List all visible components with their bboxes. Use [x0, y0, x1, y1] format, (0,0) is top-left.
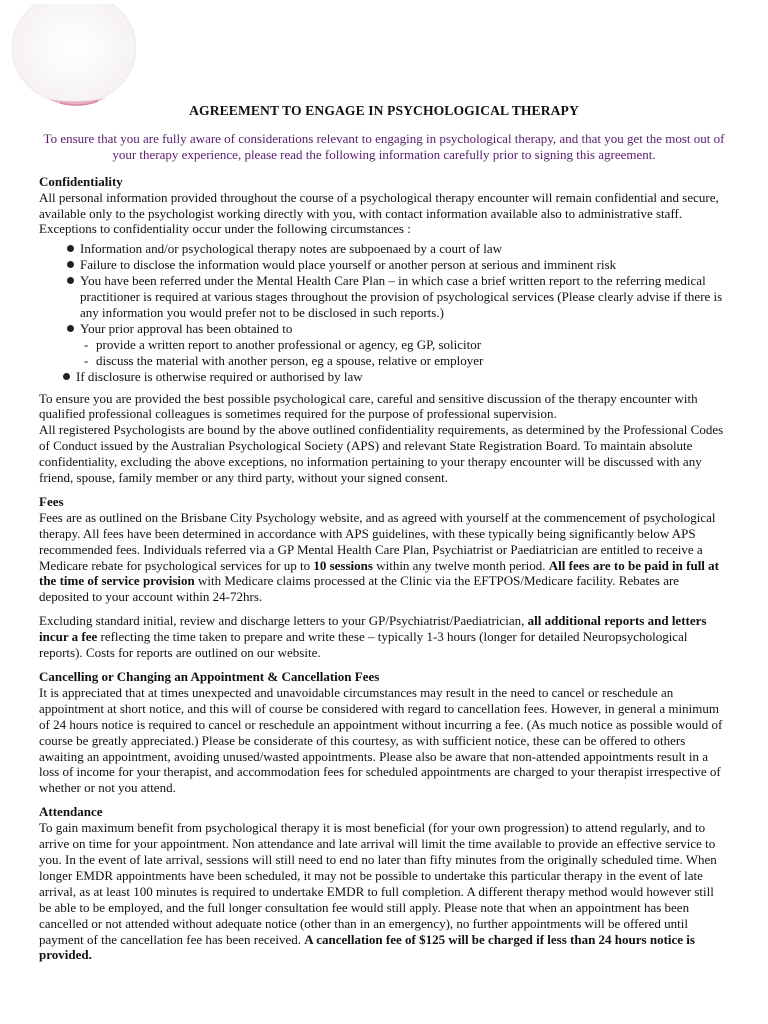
attendance-section	[39, 804, 729, 963]
list-item: If disclosure is otherwise required or authorised by law	[63, 369, 729, 385]
attendance-paragraph: To gain maximum benefit from psychological therapy it is most beneficial (for your own progression) to attend regularly, and to arrive on time for your appointment. Non attendance and late arrival will limit the time available to provide an effective service to you. In the event of late arrival, sessions will still need to end no later than fifty minutes from the originally scheduled time. When longer EMDR appointments have been scheduled, it may not be possible to undertake this particular therapy in the event of late arrival, as at least 100 minutes is required to undertake EMDR to full completion. A different therapy method would however still be able to be employed, and the full longer consultation fee would still apply. Please note that when an appointment has been cancelled or not attended without adequate notice (other than in an emergency), no further appointments will be offered until payment of the cancellation fee has been received. A cancellation fee of $125 will be charged if less than 24 hours notice is provided.	[39, 820, 717, 963]
prior-approval-sublist	[80, 337, 729, 369]
confidentiality-exceptions-list	[39, 241, 729, 384]
sub-list-item: - provide a written report to another professional or agency, eg GP, solicitor	[84, 336, 482, 352]
bullet-icon	[67, 261, 74, 268]
clinic-logo-icon	[8, 4, 136, 112]
confidentiality-heading: Confidentiality	[39, 173, 123, 189]
fees-heading: Fees	[39, 493, 64, 509]
list-item: Failure to disclose the information would place yourself or another person at serious and imminent risk	[67, 257, 729, 273]
attendance-heading: Attendance	[39, 804, 103, 820]
list-item: Information and/or psychological therapy notes are subpoenaed by a court of law	[67, 241, 729, 257]
bullet-icon	[63, 373, 70, 380]
list-item: You have been referred under the Mental Health Care Plan – in which case a brief written report to the referring medical practitioner is required at various stages throughout the provision of psychological services (Please clearly advise if there is any information you would prefer not to be disclosed in such reports.)	[67, 273, 729, 321]
dash-icon: -	[84, 352, 89, 368]
fees-paragraph-2: Excluding standard initial, review and discharge letters to your GP/Psychiatrist/Paediatrician, all additional reports and letters incur a fee reflecting the time taken to prepare and write these – typically 1-3 hours (longer for detailed Neuropsychological reports). Costs for reports are outlined on our website.	[39, 613, 707, 661]
intro-text: To ensure that you are fully aware of considerations relevant to engaging in psychological therapy, and that you get the most out of your therapy experience, please read the following information carefully prior to signing this agreement.	[43, 130, 725, 162]
confidentiality-paragraph-2: To ensure you are provided the best possible psychological care, careful and sensitive discussion of the therapy encounter with qualified professional colleagues is sometimes required for the purpose of professional supervision.	[39, 390, 698, 422]
fees-section	[39, 494, 729, 661]
confidentiality-paragraph-3: All registered Psychologists are bound by the above outlined confidentiality requirements, as determined by the Professional Codes of Conduct issued by the Australian Psychological Society (APS) and relevant State Registration Board. To maintain absolute confidentiality, excluding the above exceptions, no information pertaining to your therapy encounter will be discussed with any friend, spouse, family member or any third party, without your signed consent.	[39, 422, 724, 486]
sub-list-item: - discuss the material with another person, eg a spouse, relative or employer	[84, 352, 484, 368]
list-item: Your prior approval has been obtained to - provide a written report to another professional or agency, eg GP, solicitor - discuss the material with another person, eg a spouse, relative or employer	[67, 321, 729, 369]
bullet-icon	[67, 325, 74, 332]
cancellation-heading: Cancelling or Changing an Appointment & Cancellation Fees	[39, 669, 380, 684]
cancellation-paragraph: It is appreciated that at times unexpected and unavoidable circumstances may result in the need to cancel or reschedule an appointment at short notice, and this will of course be considered with regard to cancellation fees. However, in general a minimum of 24 hours notice is required to cancel or reschedule an appointment without incurring a fee. (As much notice as possible would of course be greatly appreciated.) Please be considerate of this courtesy, as with sufficient notice, these can be offered to others awaiting an appointment, avoiding unused/wasted appointments. Please also be aware that non-attended appointments result in a loss of income for your therapist, and accommodation fees for scheduled appointments are charged to your therapist irrespective of whether or not you attend.	[39, 684, 723, 796]
fees-paragraph-1: Fees are as outlined on the Brisbane City Psychology website, and as agreed with yourself at the commencement of psychological therapy. All fees have been determined in accordance with APS guidelines, with these typically being significantly below APS recommended fees. Individuals referred via a GP Mental Health Care Plan, Psychiatrist or Paediatrician are entitled to receive a Medicare rebate for psychological services for up to 10 sessions within any twelve month period. All fees are to be paid in full at the time of service provision with Medicare claims processed at the Clinic via the EFTPOS/Medicare facility. Rebates are deposited to your account within 24-72hrs.	[39, 509, 719, 605]
bullet-icon	[67, 277, 74, 284]
document-title: AGREEMENT TO ENGAGE IN PSYCHOLOGICAL THERAPY	[189, 103, 579, 118]
confidentiality-section	[39, 174, 729, 486]
confidentiality-paragraph-1: All personal information provided throughout the course of a psychological therapy encounter will remain confidential and secure, available only to the psychologist working directly with you, with contact information available also to administrative staff. Exceptions to confidentiality occur under the following circumstances :	[39, 189, 719, 237]
bullet-icon	[67, 245, 74, 252]
cancellation-fee-notice: A cancellation fee of $125 will be charged if less than 24 hours notice is provided.	[39, 931, 695, 963]
cancellation-section	[39, 669, 729, 796]
agreement-document	[39, 103, 729, 963]
dash-icon: -	[84, 336, 89, 352]
